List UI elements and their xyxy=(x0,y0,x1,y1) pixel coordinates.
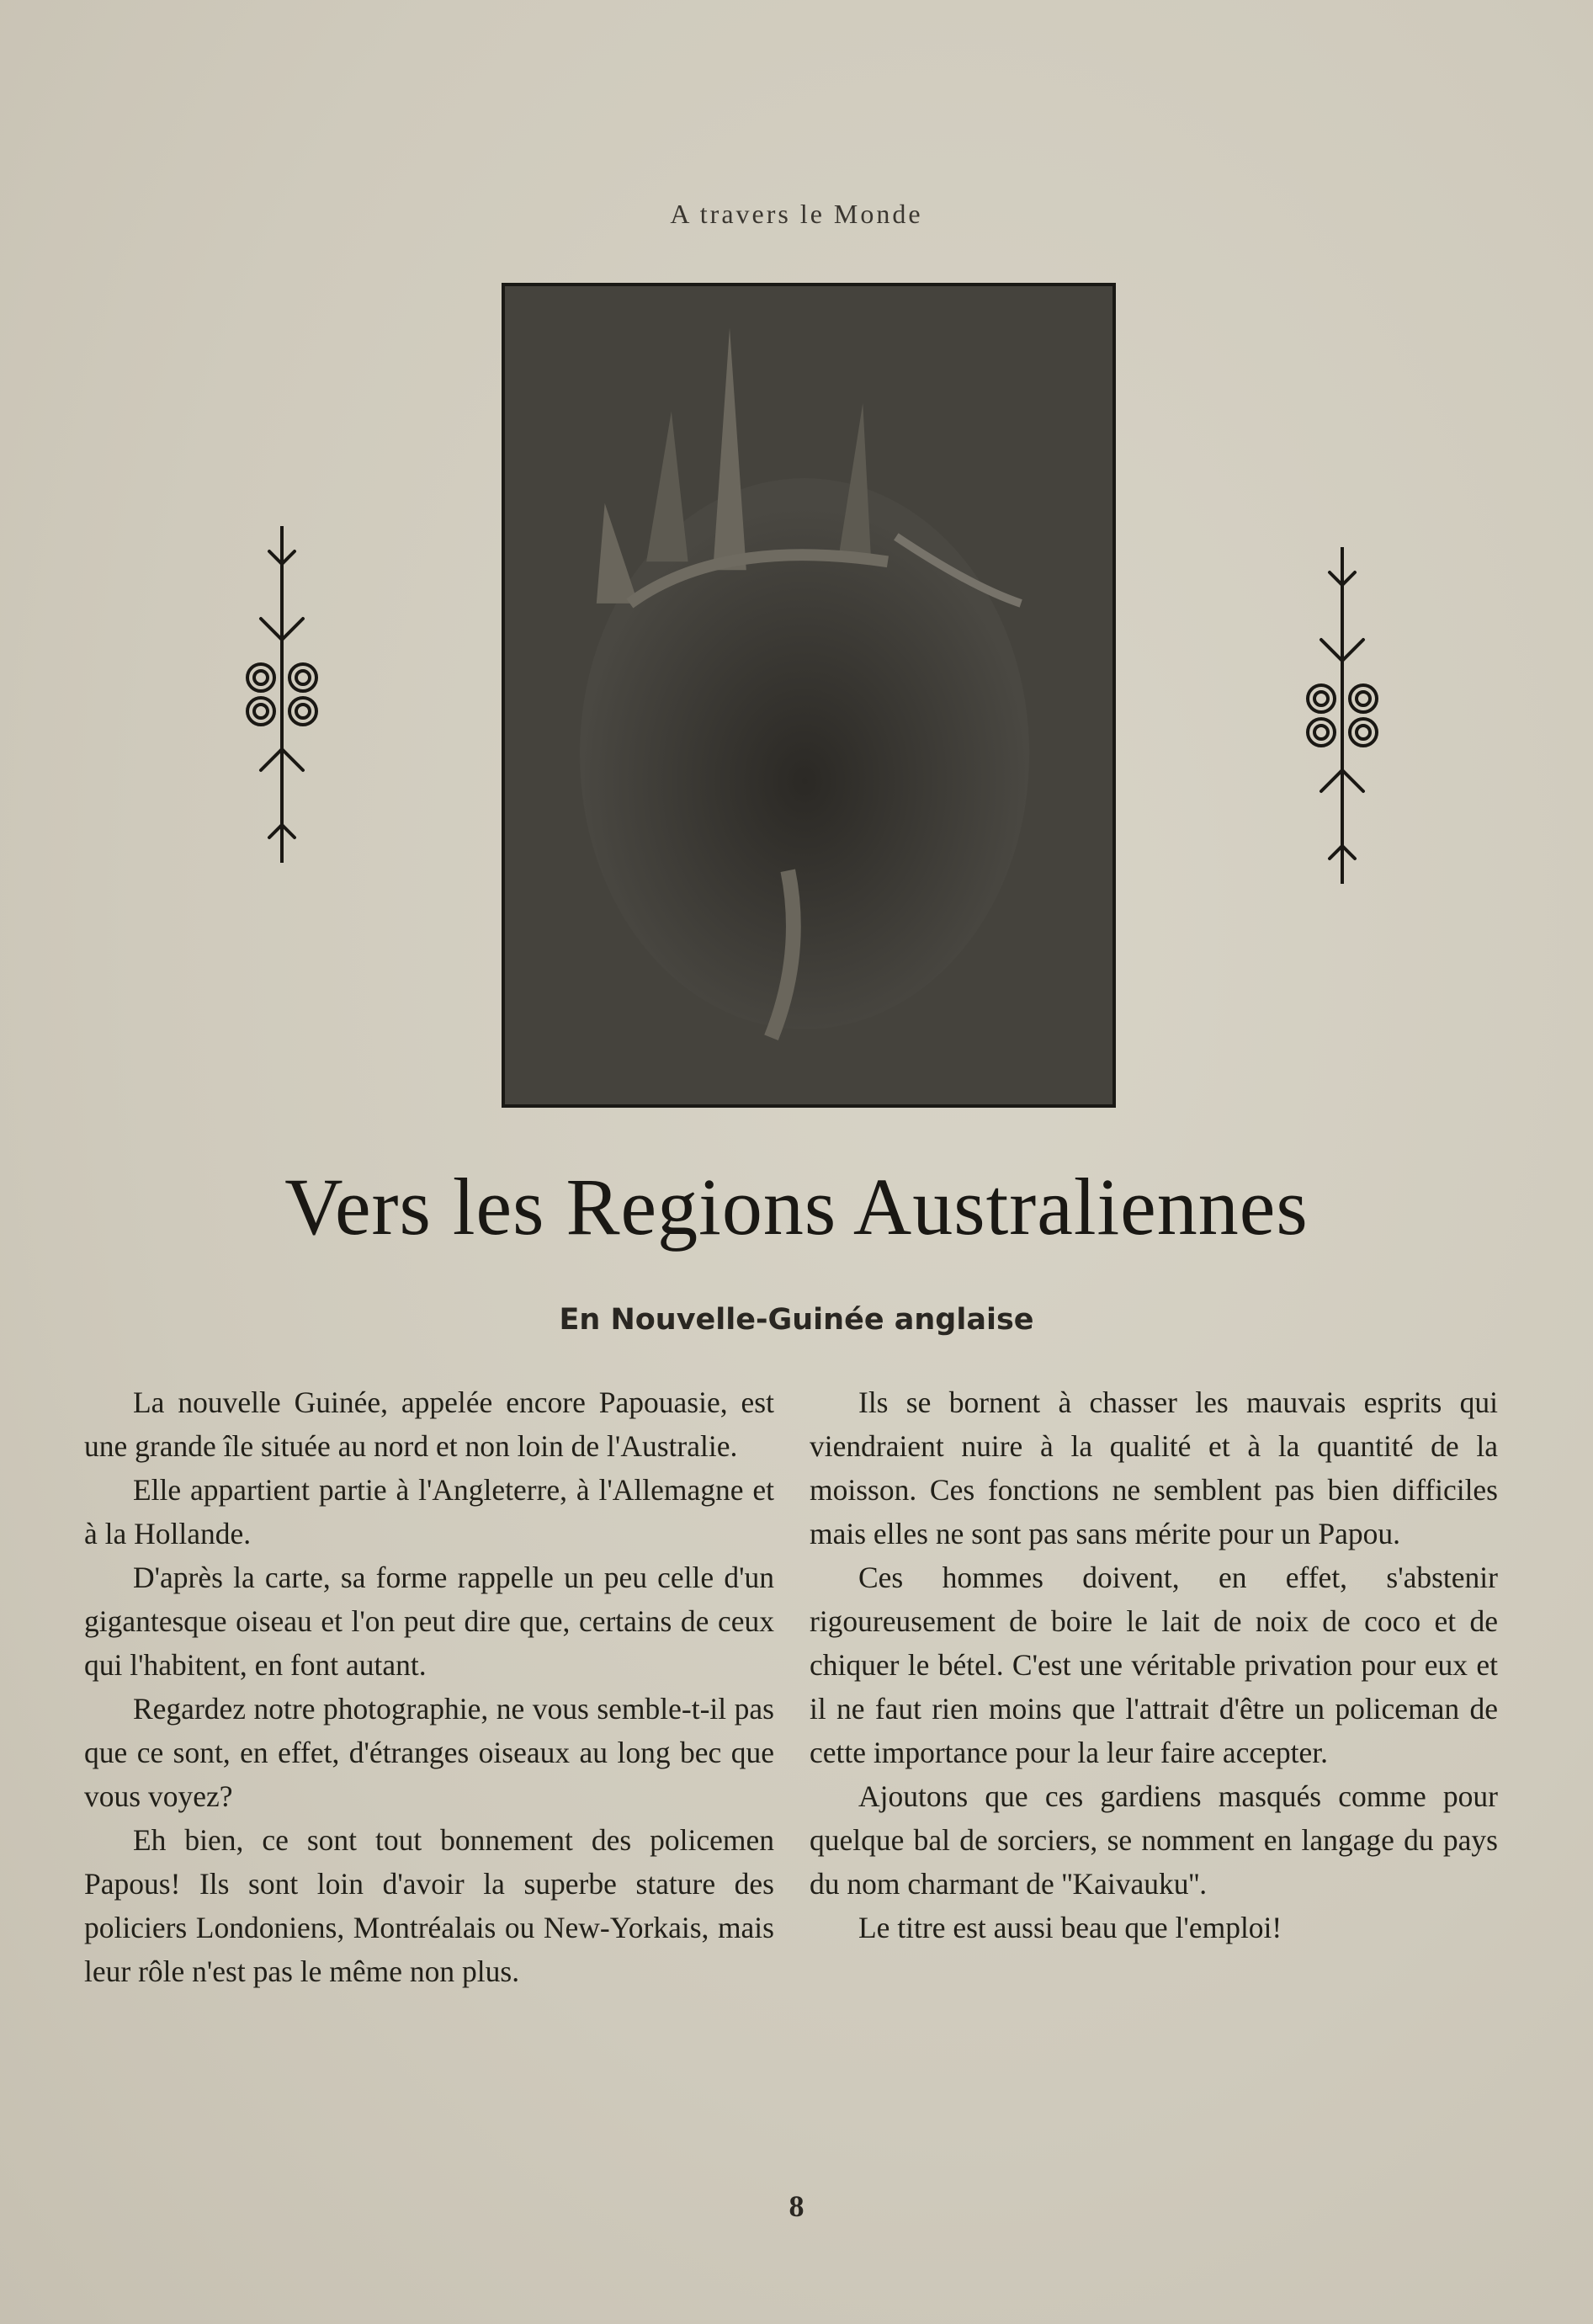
paragraph: Ces hommes doivent, en effet, s'abstenir rigoureusement de boire le lait de noix de coco et de chiquer le bétel. C'est une véritable privation pour eux et il ne faut rien moins que l'attrait d'être un policeman de cette importance pour la leur faire accepter. xyxy=(810,1561,1498,1769)
right-ornament-icon xyxy=(1296,547,1389,884)
right-text-column xyxy=(810,1380,1498,1949)
left-ornament-icon xyxy=(236,526,328,863)
paragraph: Elle appartient partie à l'Angleterre, à l'Allemagne et à la Hollande. xyxy=(84,1473,774,1550)
article-title: Vers les Regions Australiennes xyxy=(284,1162,1309,1252)
page-number: 8 xyxy=(789,2189,804,2223)
paragraph: Ils se bornent à chasser les mauvais esprits qui viendraient nuire à la qualité et à la quantité de la moisson. Ces fonctions ne semblent pas bien difficiles mais elles ne sont pas sans mérite pour un Papou. xyxy=(810,1385,1498,1550)
paragraph: D'après la carte, sa forme rappelle un peu celle d'un gigantesque oiseau et l'on peut dire que, certains de ceux qui l'habitent, en font autant. xyxy=(84,1561,774,1682)
paragraph: Regardez notre photographie, ne vous semble-t-il pas que ce sont, en effet, d'étranges oiseaux au long bec que vous voyez? xyxy=(84,1692,774,1813)
left-text-column xyxy=(84,1380,774,1993)
article-subtitle: En Nouvelle-Guinée anglaise xyxy=(559,1303,1034,1337)
paragraph: La nouvelle Guinée, appelée encore Papouasie, est une grande île située au nord et non loin de l'Australie. xyxy=(84,1385,774,1463)
running-head: A travers le Monde xyxy=(670,199,923,229)
photograph-masked-papuan-policemen xyxy=(502,283,1116,1108)
paragraph: Ajoutons que ces gardiens masqués comme pour quelque bal de sorciers, se nomment en langage du pays du nom charmant de ''Kaivauku''. xyxy=(810,1779,1498,1901)
paragraph: Le titre est aussi beau que l'emploi! xyxy=(858,1911,1282,1944)
paragraph: Eh bien, ce sont tout bonnement des policemen Papous! Ils sont loin d'avoir la superbe stature des policiers Londoniens, Montréalais ou New-Yorkais, mais leur rôle n'est pas le même non plus. xyxy=(84,1823,774,1988)
